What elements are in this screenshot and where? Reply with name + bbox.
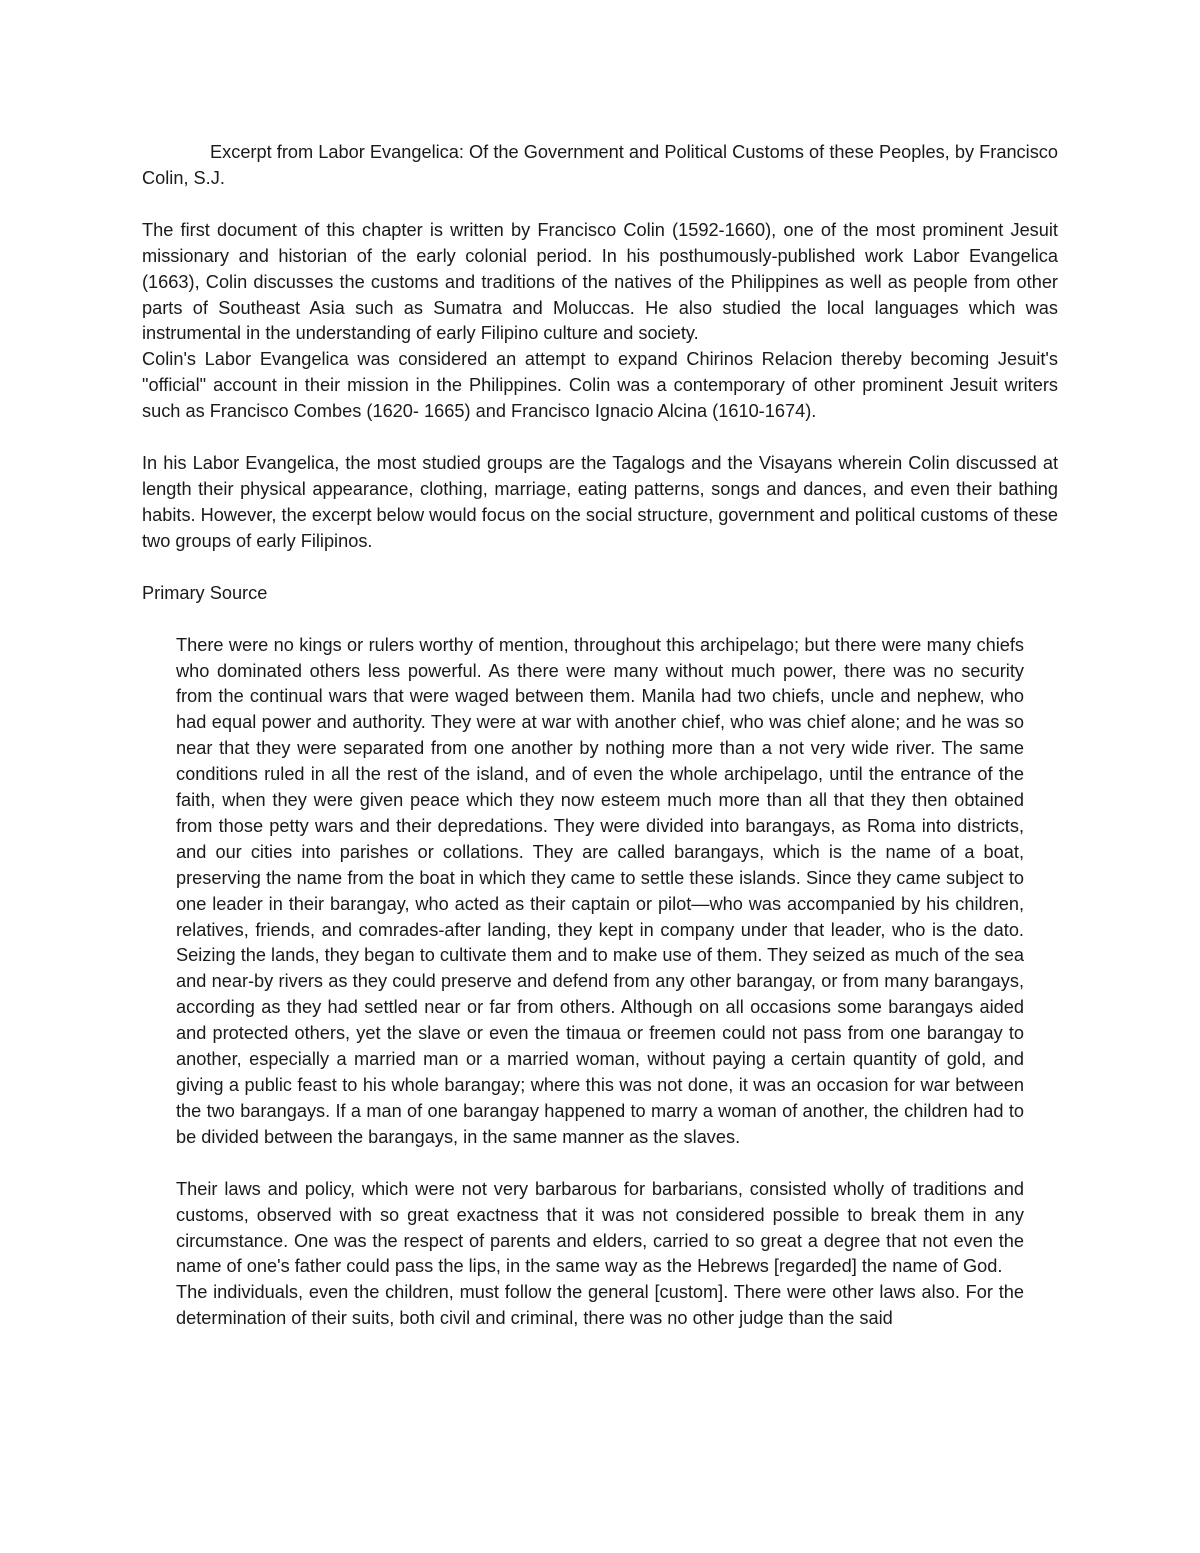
- intro-paragraph-1: The first document of this chapter is written by Francisco Colin (1592-1660), one of the most prominent Jesuit missionary and historian of the early colonial period. In his posthumously-published work Labor Evangelica (1663), Colin discusses the customs and traditions of the natives of the Philippines as well as people from other parts of Southeast Asia such as Sumatra and Moluccas. He also studied the local languages which was instrumental in the understanding of early Filipino culture and society.: [142, 219, 1058, 344]
- document-title: Excerpt from Labor Evangelica: Of the Government and Political Customs of these Peoples, by Francisco Colin, S.J.: [142, 142, 1058, 188]
- intro-paragraph-3: In his Labor Evangelica, the most studied groups are the Tagalogs and the Visayans wherein Colin discussed at length their physical appearance, clothing, marriage, eating patterns, songs and dances, and even their bathing habits. However, the excerpt below would focus on the social structure, government and political customs of these two groups of early Filipinos.: [142, 453, 1058, 551]
- quote-paragraph-2: Their laws and policy, which were not very barbarous for barbarians, consisted wholly of traditions and customs, observed with so great exactness that it was not considered possible to break them in any circumstance. One was the respect of parents and elders, carried to so great a degree that not even the name of one's father could pass the lips, in the same way as the Hebrews [regarded] the name of God.: [176, 1178, 1024, 1277]
- spacer: [142, 555, 1058, 581]
- block-quote: [176, 633, 1024, 1333]
- quote-paragraph-1: There were no kings or rulers worthy of mention, throughout this archipelago; but there were many chiefs who dominated others less powerful. As there were many without much power, there was no security from the continual wars that were waged between them. Manila had two chiefs, uncle and nephew, who had equal power and authority. They were at war with another chief, who was chief alone; and he was so near that they were separated from one another by nothing more than a not very wide river. The same conditions ruled in all the rest of the island, and of even the whole archipelago, until the entrance of the faith, when they were given peace which they now esteem much more than all that they then obtained from those petty wars and their depredations. They were divided into barangays, as Roma into districts, and our cities into parishes or collations. They are called barangays, which is the name of a boat, preserving the name from the boat in which they came to settle these islands. Since they came subject to one leader in their barangay, who acted as their captain or pilot—who was accompanied by his children, relatives, friends, and comrades-after landing, they kept in company under that leader, who is the dato. Seizing the lands, they began to cultivate them and to make use of them. They seized as much of the sea and near-by rivers as they could preserve and defend from any other barangay, or from many barangays, according as they had settled near or far from others. Although on all occasions some barangays aided and protected others, yet the slave or even the timaua or freemen could not pass from one barangay to another, especially a married man or a married woman, without paying a certain quantity of gold, and giving a public feast to his whole barangay; where this was not done, it was an occasion for war between the two barangays. If a man of one barangay happened to marry a woman of another, the children had to be divided between the barangays, in the same manner as the slaves.: [176, 634, 1024, 1147]
- intro-paragraph-2: Colin's Labor Evangelica was considered an attempt to expand Chirinos Relacion thereby becoming Jesuit's "official" account in their mission in the Philippines. Colin was a contemporary of other prominent Jesuit writers such as Francisco Combes (1620- 1665) and Francisco Ignacio Alcina (1610-1674).: [142, 349, 1058, 422]
- spacer: [176, 1151, 1024, 1177]
- document-page: [142, 140, 1058, 1332]
- quote-paragraph-3: The individuals, even the children, must follow the general [custom]. There were other laws also. For the determination of their suits, both civil and criminal, there was no other judge than the said: [176, 1282, 1024, 1329]
- spacer: [142, 192, 1058, 218]
- section-heading: Primary Source: [142, 582, 268, 603]
- spacer: [142, 425, 1058, 451]
- spacer: [142, 607, 1058, 633]
